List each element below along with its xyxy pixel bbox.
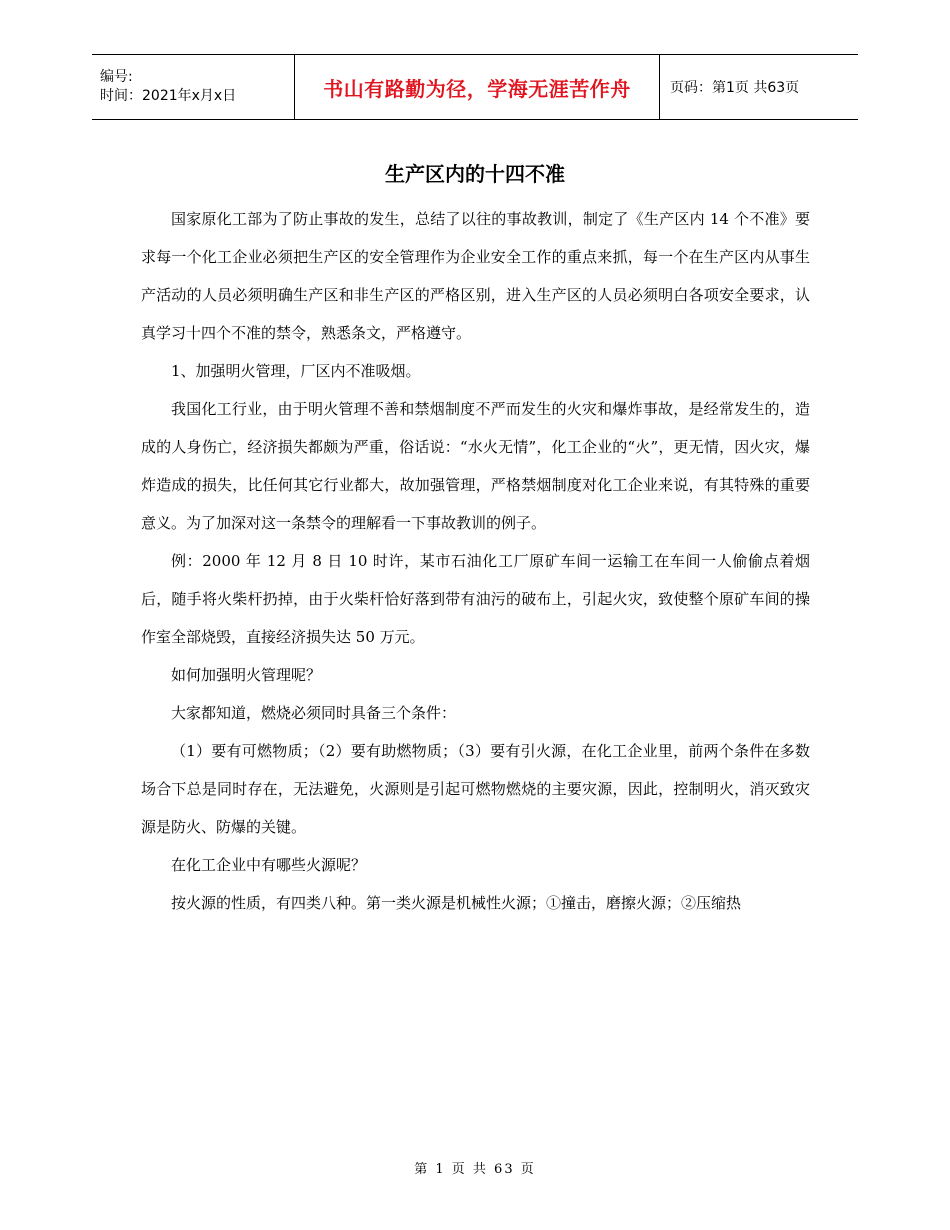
paragraph-conditions-intro: 大家都知道，燃烧必须同时具备三个条件： bbox=[171, 704, 457, 722]
serial-number-label: 编号: bbox=[100, 69, 133, 85]
document-title: 生产区内的十四不准 bbox=[385, 162, 565, 186]
document-header bbox=[92, 54, 858, 120]
document-body bbox=[141, 200, 810, 922]
header-meta bbox=[92, 55, 295, 120]
paragraph-question-2: 在化工企业中有哪些火源呢？ bbox=[171, 856, 367, 874]
paragraph-fire-background: 我国化工行业，由于明火管理不善和禁烟制度不严而发生的火灾和爆炸事故，是经常发生的，造成的人身伤亡，经济损失都颇为严重，俗话说：“水火无情”，化工企业的“火”，更无情，因火灾，爆炸造成的损失，比任何其它行业都大，故加强管理，严格禁烟制度对化工企业来说，有其特殊的重要意义。为了加深对这一条禁令的理解看一下事故教训的例子。 bbox=[141, 400, 810, 532]
paragraph-question-1: 如何加强明火管理呢？ bbox=[171, 666, 322, 684]
header-motto: 书山有路勤为径，学海无涯苦作舟 bbox=[295, 55, 660, 120]
paragraph-fire-sources: 按火源的性质，有四类八种。第一类火源是机械性火源；①撞击，磨擦火源；②压缩热 bbox=[171, 894, 742, 912]
paragraph-intro: 国家原化工部为了防止事故的发生，总结了以往的事故教训，制定了《生产区内 14 个不准》要求每一个化工企业必须把生产区的安全管理作为企业安全工作的重点来抓，每一个在生产区内从事生产活动的人员必须明确生产区和非生产区的严格区别，进入生产区的人员必须明白各项安全要求，认真学习十四个不准的禁令，熟悉条文，严格遵守。 bbox=[141, 210, 810, 342]
header-page-info: 页码：第1页 共63页 bbox=[670, 80, 800, 96]
paragraph-rule-1: 1、加强明火管理，厂区内不准吸烟。 bbox=[171, 362, 421, 380]
page-footer: 第 1 页 共 63 页 bbox=[414, 1162, 536, 1177]
paragraph-example: 例：2000 年 12 月 8 日 10 时许，某市石油化工厂原矿车间一运输工在车间一人偷偷点着烟后，随手将火柴杆扔掉，由于火柴杆恰好落到带有油污的破布上，引起火灾，致使整个原矿车间的操作室全部烧毁，直接经济损失达 50 万元。 bbox=[141, 552, 810, 646]
paragraph-conditions: （1）要有可燃物质；（2）要有助燃物质；（3）要有引火源，在化工企业里，前两个条件在多数场合下总是同时存在，无法避免，火源则是引起可燃物燃烧的主要灾源，因此，控制明火，消灭致灾源是防火、防爆的关键。 bbox=[141, 742, 810, 836]
time-label: 时间：2021年x月x日 bbox=[100, 88, 237, 104]
